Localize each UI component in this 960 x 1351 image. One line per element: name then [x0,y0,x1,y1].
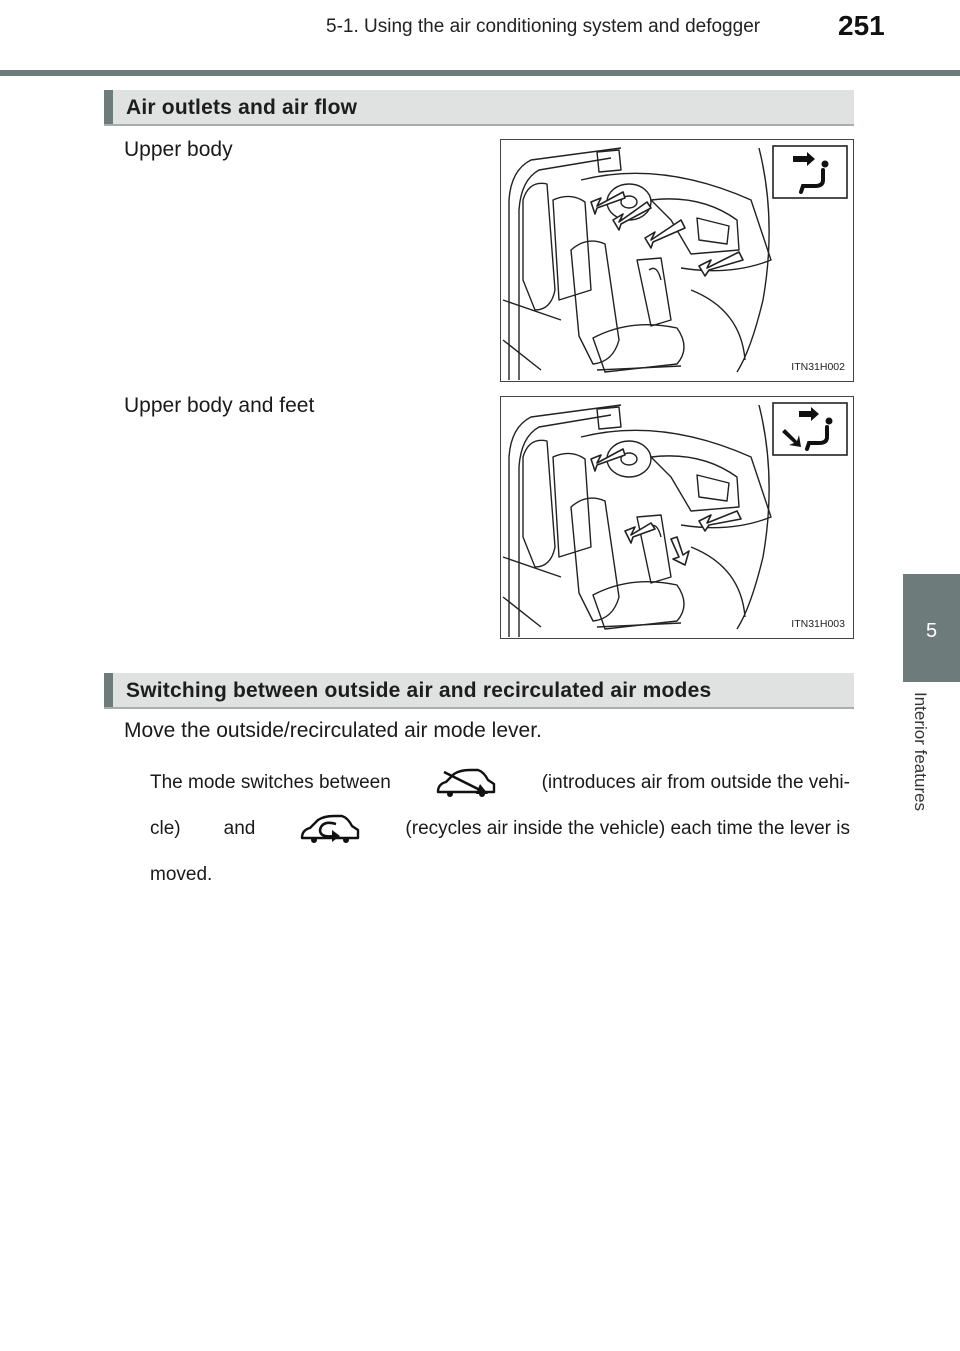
section-title: Air outlets and air flow [126,96,358,119]
mode-label-upper-body-and-feet: Upper body and feet [124,394,315,417]
body-text: and [223,818,256,839]
body-line [150,806,850,852]
section-header-air-outlets [104,90,854,126]
mode-label-upper-body: Upper body [124,138,233,161]
recirculated-air-mode-icon [298,812,362,846]
chapter-label: Interior features [911,692,930,812]
page-number: 251 [838,10,885,41]
upper-body-and-feet-airflow-icon [773,403,847,455]
figure-code: ITN31H003 [791,618,845,630]
section-header-switching-air-modes [104,673,854,709]
body-line [150,852,850,898]
section-header-bar [104,90,113,124]
outside-air-mode-icon [434,766,498,800]
figure-code: ITN31H002 [791,361,845,373]
body-text: The mode switches between [150,772,391,793]
figure-upper-body-and-feet [500,396,854,639]
section-header-bar [104,673,113,707]
running-header: 5-1. Using the air conditioning system and defogger [326,16,761,37]
body-text: cle) [150,818,181,839]
chapter-number: 5 [925,620,938,642]
header-rule [0,70,960,76]
body-text: (recycles air inside the vehicle) each time the lever is [405,818,850,839]
instruction-lead: Move the outside/recirculated air mode lever. [124,719,542,742]
car-interior-illustration [501,140,855,383]
section-title: Switching between outside air and recirculated air modes [126,679,712,702]
page-header [0,0,960,70]
body-line [150,760,850,806]
upper-body-airflow-icon [773,146,847,198]
instruction-body [150,760,850,898]
body-text: moved. [150,864,213,885]
car-interior-illustration [501,397,855,640]
body-text: (introduces air from outside the vehi- [541,772,850,793]
figure-upper-body [500,139,854,382]
